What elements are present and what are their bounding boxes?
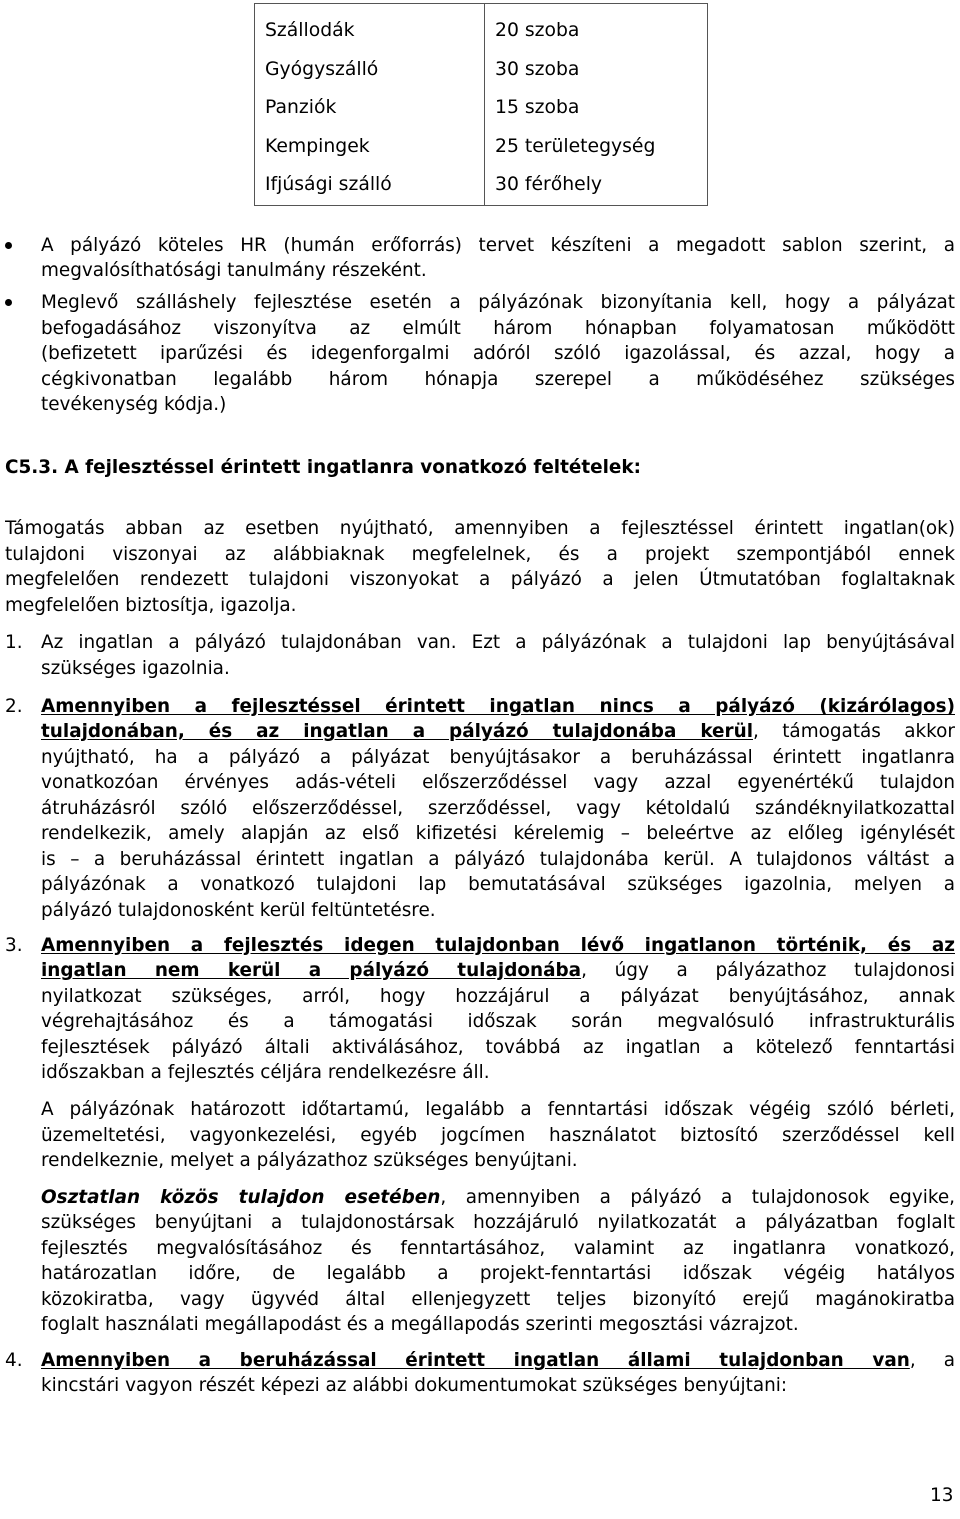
item-2-line-2 [41, 719, 955, 745]
bullet-marker [5, 299, 12, 306]
table-cell-capacity: 15 szoba [495, 97, 580, 119]
item-3-number: 3. [5, 935, 23, 956]
item-3-para2-line: üzemeltetési, vagyonkezelési, egyéb jogcímen használatot biztosító szerződéssel kell [41, 1125, 955, 1146]
table-cell-capacity: 25 területegység [495, 135, 656, 157]
table-cell-type: Gyógyszálló [265, 58, 379, 80]
item-1-line-1: Az ingatlan a pályázó tulajdonában van. Ezt a pályázónak a tulajdoni lap benyújtásával [41, 632, 955, 653]
item-3-para3-line: szükséges benyújtani a tulajdonostársak hozzájáruló nyilatkozatát a pályázatban foglalt [41, 1212, 955, 1233]
bullet-1-line-1: A pályázó köteles HR (humán erőforrás) tervet készíteni a megadott sablon szerint, a [41, 235, 955, 256]
item-2-line: átruházásról szóló előszerződéssel, szerződéssel, vagy kétoldalú szándéknyilatkozattal [41, 798, 955, 819]
table-column-capacity [485, 4, 708, 206]
item-3-rest-text: , úgy a pályázathoz tulajdonosi [581, 960, 955, 981]
item-4-line-2: kincstári vagyon részét képezi az alábbi dokumentumokat szükséges benyújtani: [41, 1375, 788, 1396]
item-1-line-2: szükséges igazolnia. [41, 658, 230, 679]
item-2-line: is – a beruházással érintett ingatlan a pályázó tulajdonába kerül. A tulajdonos váltást a [41, 849, 955, 870]
item-3-line: időszakban a fejlesztés céljára rendelkezésre áll. [41, 1062, 490, 1083]
item-3-para2-line: A pályázónak határozott időtartamú, legalább a fenntartási időszak végéig szóló bérleti, [41, 1099, 955, 1120]
item-3-line-2 [41, 958, 955, 984]
table-cell-type: Kempingek [265, 135, 370, 157]
item-2-line-1: Amennyiben a fejlesztéssel érintett ingatlan nincs a pályázó (kizárólagos) [41, 696, 955, 717]
item-3-para3-line: foglalt használati megállapodást és a megállapodás szerinti megosztási vázrajzot. [41, 1314, 799, 1335]
table-cell-type: Szállodák [265, 20, 355, 41]
item-3-line: végrehajtásához és a támogatási időszak során megvalósuló infrastrukturális [41, 1011, 955, 1032]
item-4-line-1 [41, 1348, 955, 1374]
accommodation-capacity-table [254, 3, 708, 206]
item-3-para3-rest: , amennyiben a pályázó a tulajdonosok egyike, [440, 1187, 955, 1208]
table-cell-capacity: 20 szoba [495, 20, 580, 41]
item-2-line: nyújtható, ha a pályázó a pályázat benyújtásakor a beruházással érintett ingatlanra [41, 747, 955, 768]
bullet-1-line-2: megvalósíthatósági tanulmány részeként. [41, 260, 427, 281]
bullet-2-line-2: befogadásához viszonyítva az elmúlt három hónapban folyamatosan működött [41, 318, 955, 339]
bullet-2-line-4: cégkivonatban legalább három hónapja szerepel a működéséhez szükséges [41, 369, 955, 390]
item-1-number: 1. [5, 632, 23, 653]
item-2-line: pályázó tulajdonosként kerül feltüntetésre. [41, 900, 436, 921]
item-3-line-1: Amennyiben a fejlesztés idegen tulajdonban lévő ingatlanon történik, és az [41, 935, 955, 956]
item-3-para3-line: közokiratba, vagy ügyvéd által ellenjegyzett teljes bizonyító erejű magánokiratba [41, 1289, 955, 1310]
item-3-bold-text: ingatlan nem kerül a pályázó tulajdonába [41, 960, 582, 981]
item-2-number: 2. [5, 696, 23, 717]
item-3-para3-line: fejlesztés megvalósításához és fenntartásához, valamint az ingatlanra vonatkozó, [41, 1238, 955, 1259]
item-2-line: pályázónak a vonatkozó tulajdoni lap bemutatásával szükséges igazolnia, melyen a [41, 874, 955, 895]
item-2-line: rendelkezik, amely alapján az első kifizetési kérelemig – beleértve az előleg igénylését [41, 823, 955, 844]
item-4-number: 4. [5, 1350, 23, 1371]
table-cell-capacity: 30 férőhely [495, 174, 603, 196]
intro-line: tulajdoni viszonyai az alábbiaknak megfelelnek, és a projekt szempontjából ennek [5, 544, 955, 565]
item-3-line: fejlesztések pályázó általi aktiválásához, továbbá az ingatlan a kötelező fenntartási [41, 1037, 955, 1058]
item-3-line: nyilatkozat szükséges, arról, hogy hozzájárul a pályázat benyújtásához, annak [41, 986, 955, 1007]
item-3-para3-line: határozatlan időre, de legalább a projekt-fenntartási időszak végéig hatályos [41, 1263, 955, 1284]
item-3-para2-line: rendelkeznie, melyet a pályázathoz szükséges benyújtani. [41, 1150, 578, 1171]
table-cell-type: Ifjúsági szálló [265, 174, 392, 196]
page-number: 13 [930, 1485, 954, 1506]
item-3-para3-bold: Osztatlan közös tulajdon esetében [41, 1187, 441, 1208]
item-4-rest-text: , a [909, 1350, 955, 1371]
item-2-rest-text: , támogatás akkor [753, 721, 955, 742]
bullet-marker [5, 242, 12, 249]
bullet-2-line-1: Meglevő szálláshely fejlesztése esetén a pályázónak bizonyítania kell, hogy a pályázat [41, 292, 955, 313]
intro-line: megfelelően biztosítja, igazolja. [5, 595, 297, 616]
intro-line: megfelelően rendezett tulajdoni viszonyokat a pályázó a jelen Útmutatóban foglaltaknak [5, 569, 955, 590]
table-cell-capacity: 30 szoba [495, 58, 580, 80]
table-column-type [255, 4, 485, 206]
intro-line: Támogatás abban az esetben nyújtható, amennyiben a fejlesztéssel érintett ingatlan(ok) [5, 518, 955, 539]
bullet-2-line-3: (befizetett iparűzési és idegenforgalmi adóról szóló igazolással, és azzal, hogy a [41, 343, 955, 364]
section-heading [5, 455, 641, 481]
bullet-2-line-5: tevékenység kódja.) [41, 394, 227, 415]
item-3-para3-line-1 [41, 1185, 955, 1211]
section-title: A fejlesztéssel érintett ingatlanra vonatkozó feltételek: [64, 457, 641, 478]
item-4-bold-text: Amennyiben a beruházással érintett ingatlan állami tulajdonban van [41, 1350, 910, 1371]
table-cell-type: Panziók [265, 97, 337, 119]
section-number: C5.3. [5, 457, 59, 478]
item-2-line: vonatkozóan érvényes adás-vételi előszerződéssel vagy azzal egyenértékű tulajdon [41, 772, 955, 793]
item-2-bold-text: tulajdonában, és az ingatlan a pályázó tulajdonába kerül [41, 721, 753, 742]
